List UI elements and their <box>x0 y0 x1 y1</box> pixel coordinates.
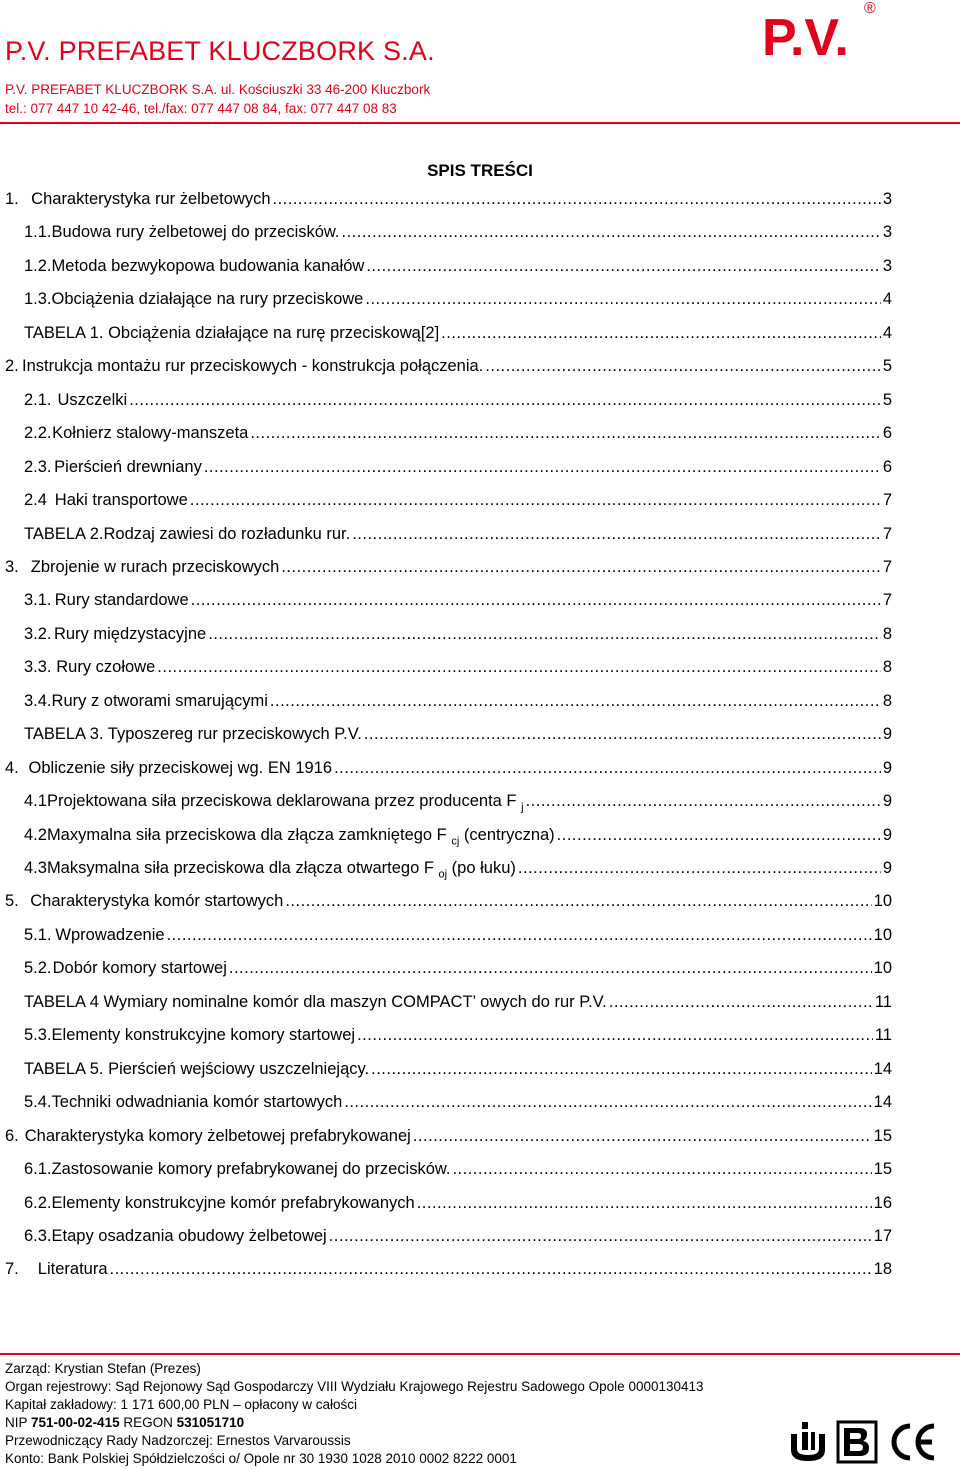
toc-dot-leader <box>281 558 881 577</box>
toc-entry-number: 7. <box>5 1260 19 1279</box>
toc-entry-page: 14 <box>873 1059 892 1078</box>
toc-entry-number: 5.1. <box>24 925 52 944</box>
toc-entry[interactable] <box>24 792 892 816</box>
toc-entry-number: 4. <box>5 758 19 777</box>
toc-entry[interactable] <box>24 458 892 482</box>
toc-entry-page: 4 <box>882 290 892 309</box>
footer-registry: Organ rejestrowy: Sąd Rejonowy Sąd Gospodarczy VIII Wydziału Krajowego Rejestru Sadowego Opole 0000130413 <box>5 1379 704 1394</box>
toc-entry-page: 17 <box>873 1226 892 1245</box>
toc-entry-title: Charakterystyka komory żelbetowej prefabrykowanej <box>24 1126 411 1145</box>
toc-dot-leader <box>371 1060 872 1079</box>
toc-dot-leader <box>270 692 881 711</box>
ce-mark-icon <box>888 1420 938 1464</box>
registered-mark: ® <box>864 0 876 17</box>
footer-regon: 531051710 <box>176 1415 245 1430</box>
toc-entry[interactable] <box>5 759 892 783</box>
toc-entry-page: 9 <box>882 725 892 744</box>
toc-entry[interactable] <box>24 926 892 950</box>
toc-entry-title: Obliczenie siły przeciskowej wg. EN 1916 <box>28 758 333 777</box>
toc-entry-number: 5.3. <box>24 1026 52 1045</box>
toc-entry[interactable] <box>24 1060 892 1084</box>
toc-entry-number: 3. <box>5 557 19 576</box>
toc-entry-title: Instrukcja montażu rur przeciskowych - konstrukcja połączenia. <box>22 357 484 376</box>
toc-entry[interactable] <box>24 525 892 549</box>
toc-entry-page: 10 <box>873 959 892 978</box>
toc-entry-page: 9 <box>882 859 892 877</box>
toc-entry-number: 6.1. <box>24 1160 52 1179</box>
toc-entry-number: 1. <box>5 190 19 208</box>
toc-entry-number: 2.4 <box>24 491 47 510</box>
toc-entry-title: Maxymalna siła przeciskowa dla złącza zamkniętego F $_{cj}$ (centryczna) <box>46 825 555 847</box>
toc-entry[interactable] <box>24 859 892 883</box>
toc-entry[interactable] <box>24 826 892 850</box>
company-address: P.V. PREFABET KLUCZBORK S.A. ul. Kościuszki 33 46-200 Kluczbork <box>5 82 431 97</box>
toc-entry-page: 7 <box>882 557 892 576</box>
toc-entry[interactable] <box>24 391 892 415</box>
footer-bank: Konto: Bank Polskiej Spółdzielczości o/ Opole nr 30 1930 1028 2010 0002 8222 0001 <box>5 1451 517 1466</box>
toc-entry-page: 9 <box>882 792 892 811</box>
toc-dot-leader <box>334 759 881 778</box>
toc-entry-title: Rury czołowe <box>56 658 156 677</box>
toc-dot-leader <box>441 324 881 343</box>
toc-entry[interactable] <box>24 1160 892 1184</box>
toc-entry-number: 6. <box>5 1126 19 1145</box>
ib-certificate-icon <box>788 1420 828 1464</box>
toc-entry-page: 15 <box>873 1126 892 1145</box>
toc-entry-number: 2.1. <box>24 390 52 409</box>
toc-entry-title: Obciążenia działające na rury przeciskowe <box>51 290 364 309</box>
toc-dot-leader <box>208 625 881 644</box>
toc-dot-leader <box>518 859 881 878</box>
toc-entry[interactable] <box>5 1260 892 1284</box>
toc-entry-title: Budowa rury żelbetowej do przecisków. <box>51 223 340 242</box>
toc-entry-page: 4 <box>882 323 892 342</box>
toc-entry-number: 2. <box>5 357 19 376</box>
toc-entry[interactable] <box>24 424 892 448</box>
toc-entry-title: Charakterystyka komór startowych <box>30 892 284 911</box>
header-divider <box>0 122 960 124</box>
toc-dot-leader <box>342 223 881 242</box>
toc-dot-leader <box>191 591 881 610</box>
toc-entry-number: 1.3. <box>24 290 52 309</box>
toc-entry-page: 7 <box>882 591 892 610</box>
toc-entry-title: Techniki odwadniania komór startowych <box>51 1093 343 1112</box>
footer-capital: Kapitał zakładowy: 1 171 600,00 PLN – opłacony w całości <box>5 1397 357 1412</box>
toc-entry-page: 14 <box>873 1093 892 1112</box>
toc-dot-leader <box>413 1127 872 1146</box>
toc-entry-title: TABELA 5. Pierścień wejściowy uszczelniejący. <box>24 1059 370 1078</box>
toc-entry-page: 16 <box>873 1193 892 1212</box>
toc-entry-number: 2.2. <box>24 424 52 443</box>
toc-dot-leader <box>129 391 881 410</box>
toc-dot-leader <box>366 257 880 276</box>
toc-entry-page: 7 <box>882 491 892 510</box>
company-name: P.V. PREFABET KLUCZBORK S.A. <box>5 36 435 66</box>
toc-entry[interactable] <box>24 1194 892 1218</box>
toc-entry-title: TABELA 4 Wymiary nominalne komór dla maszyn COMPACT’ owych do rur P.V. <box>24 992 607 1011</box>
footer-chair: Przewodniczący Rady Nadzorczej: Ernestos Varvaroussis <box>5 1433 351 1448</box>
toc-dot-leader <box>417 1194 872 1213</box>
footer-nip: 751-00-02-415 <box>31 1415 120 1430</box>
toc-entry-page: 9 <box>882 758 892 777</box>
toc-entry-title: Zastosowanie komory prefabrykowanej do przecisków. <box>51 1160 451 1179</box>
toc-entry-number: 1.2. <box>24 256 52 275</box>
toc-dot-leader <box>229 959 872 978</box>
toc-entry-title: Etapy osadzania obudowy żelbetowej <box>51 1226 327 1245</box>
footer <box>5 1360 704 1468</box>
toc-dot-leader <box>485 357 881 376</box>
toc-dot-leader <box>204 458 881 477</box>
toc-entry[interactable] <box>24 625 892 649</box>
toc-entry-title: Haki transportowe <box>54 491 188 510</box>
toc-entry[interactable] <box>5 558 892 582</box>
toc-dot-leader <box>273 190 881 209</box>
toc-entry-number: 5.2. <box>24 959 52 978</box>
toc-dot-leader <box>452 1160 871 1179</box>
footer-divider <box>0 1353 960 1355</box>
toc-entry-page: 10 <box>873 925 892 944</box>
toc-entry-title: Zbrojenie w rurach przeciskowych <box>30 557 280 576</box>
toc-dot-leader <box>329 1227 872 1246</box>
footer-nip-regon: NIP 751-00-02-415 REGON 531051710 <box>5 1415 245 1430</box>
toc-entry[interactable] <box>24 1026 892 1050</box>
toc-entry[interactable] <box>24 1093 892 1117</box>
toc-entry[interactable] <box>5 190 892 214</box>
toc-entry-page: 18 <box>873 1260 892 1279</box>
toc-entry-page: 8 <box>882 658 892 677</box>
toc-entry-title: Rury międzystacyjne <box>53 624 207 643</box>
toc-entry[interactable] <box>5 357 892 381</box>
toc-dot-leader <box>250 424 880 443</box>
toc-entry[interactable] <box>24 324 892 348</box>
toc-dot-leader <box>190 491 881 510</box>
toc-entry-title: Elementy konstrukcyjne komór prefabrykowanych <box>51 1193 415 1212</box>
toc-entry[interactable] <box>24 491 892 515</box>
toc-entry-number: 3.3. <box>24 658 52 677</box>
toc-entry-title: Maksymalna siła przeciskowa dla złącza otwartego F $_{oj}$ (po łuku) <box>46 859 516 881</box>
toc-entry-page: 3 <box>882 223 892 242</box>
toc-entry-number: 3.1. <box>24 591 52 610</box>
toc-entry-title: Rury z otworami smarującymi <box>51 691 268 710</box>
toc-entry[interactable] <box>24 993 892 1017</box>
toc-entry-number: 3.4. <box>24 691 52 710</box>
toc-entry-number: 2.3. <box>24 457 52 476</box>
footer-board: Zarząd: Krystian Stefan (Prezes) <box>5 1361 201 1376</box>
toc-entry[interactable] <box>24 658 892 682</box>
toc-dot-leader <box>609 993 873 1012</box>
toc-entry-number: 6.3. <box>24 1226 52 1245</box>
toc-dot-leader <box>526 792 881 811</box>
toc-entry-title: Projektowana siła przeciskowa deklarowana przez producenta F $_j$ <box>46 792 524 814</box>
toc-entry-title: Charakterystyka rur żelbetowych <box>31 190 271 208</box>
toc-entry-page: 15 <box>873 1160 892 1179</box>
toc-entry[interactable] <box>5 892 892 916</box>
toc-entry-number: 4.2 <box>24 825 47 844</box>
company-contact: tel.: 077 447 10 42-46, tel./fax: 077 447 08 84, fax: 077 447 08 83 <box>5 101 397 116</box>
toc-entry-title: Dobór komory startowej <box>52 959 227 978</box>
toc-entry-number: 4.1 <box>24 792 47 811</box>
toc-entry-title: Rury standardowe <box>54 591 189 610</box>
toc-entry-page: 8 <box>882 691 892 710</box>
toc-entry-page: 5 <box>882 357 892 376</box>
toc-entry-page: 6 <box>882 457 892 476</box>
toc-dot-leader <box>357 1026 873 1045</box>
toc-entry[interactable] <box>24 959 892 983</box>
toc-entry[interactable] <box>24 725 892 749</box>
toc-entry-page: 8 <box>882 624 892 643</box>
toc-title: SPIS TREŚCI <box>427 161 533 180</box>
toc-dot-leader <box>157 658 881 677</box>
toc-entry-page: 3 <box>882 256 892 275</box>
toc-dot-leader <box>557 826 881 845</box>
toc-entry-title: Metoda bezwykopowa budowania kanałów <box>51 256 365 275</box>
toc-entry-number: 1.1. <box>24 223 52 242</box>
toc-entry-page: 5 <box>882 390 892 409</box>
toc-entry-page: 11 <box>874 1026 892 1045</box>
toc-entry[interactable] <box>24 1227 892 1251</box>
toc-entry-title: Kołnierz stalowy-manszeta <box>52 424 249 443</box>
toc-entry[interactable] <box>5 1127 892 1151</box>
toc-entry-number: 4.3 <box>24 859 47 877</box>
toc-entry[interactable] <box>24 223 892 247</box>
toc-entry-title: Wprowadzenie <box>55 925 165 944</box>
toc-entry-title: Uszczelki <box>57 390 128 409</box>
toc-dot-leader <box>352 525 881 544</box>
toc-entry-title: TABELA 3. Typoszereg rur przeciskowych P.V. <box>24 725 362 744</box>
toc-entry-number: 5.4. <box>24 1093 52 1112</box>
toc-dot-leader <box>344 1093 871 1112</box>
toc-entry-page: 9 <box>882 825 892 844</box>
toc-entry-title: Elementy konstrukcyjne komory startowej <box>51 1026 356 1045</box>
pv-logo: P.V. <box>762 9 849 67</box>
toc-dot-leader <box>364 725 881 744</box>
toc-entry-number: 6.2. <box>24 1193 52 1212</box>
toc-dot-leader <box>110 1260 872 1279</box>
b-building-mark-icon <box>836 1420 878 1464</box>
toc-entry-number: 5. <box>5 892 19 911</box>
toc-entry-page: 3 <box>882 190 892 208</box>
toc-entry[interactable] <box>24 692 892 716</box>
toc-entry-number: 3.2. <box>24 624 52 643</box>
toc-dot-leader <box>285 892 871 911</box>
toc-entry-page: 7 <box>882 524 892 543</box>
toc-entry[interactable] <box>24 257 892 281</box>
toc-entry-title: Literatura <box>37 1260 108 1279</box>
toc-entry[interactable] <box>24 290 892 314</box>
toc-entry-title: TABELA 1. Obciążenia działające na rurę przeciskową[2] <box>24 323 440 342</box>
toc-entry-page: 11 <box>874 992 892 1011</box>
toc-dot-leader <box>365 290 880 309</box>
toc-entry[interactable] <box>24 591 892 615</box>
toc-dot-leader <box>167 926 872 945</box>
toc-entry-page: 10 <box>873 892 892 911</box>
toc-entry-title: Pierścień drewniany <box>54 457 202 476</box>
toc-entry-page: 6 <box>882 424 892 443</box>
toc-entry-title: TABELA 2.Rodzaj zawiesi do rozładunku rur. <box>24 524 351 543</box>
